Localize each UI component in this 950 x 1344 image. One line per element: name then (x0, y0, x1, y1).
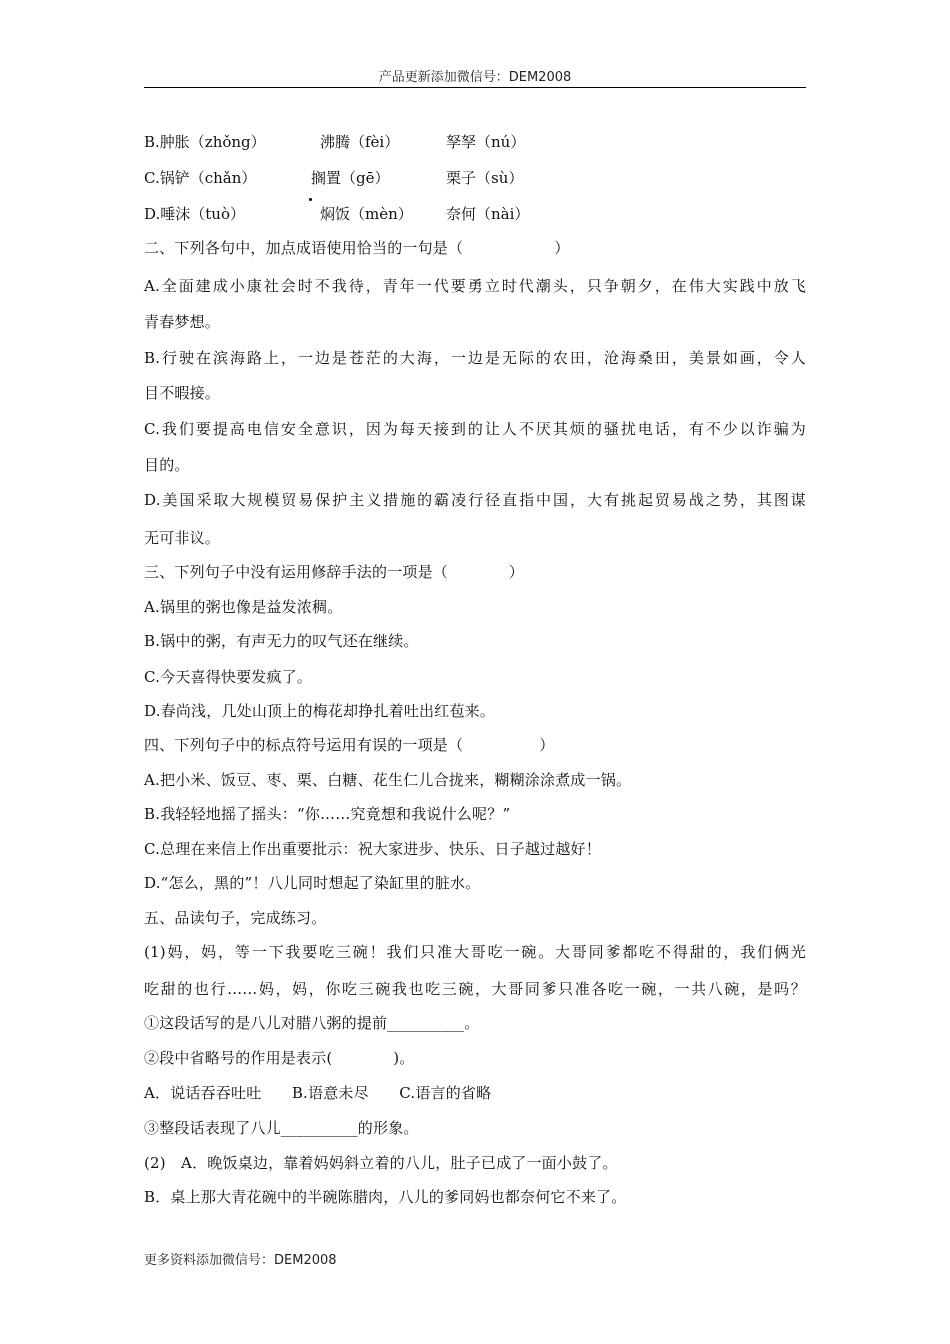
q1-option-d: D.唾沫（tuò） (144, 205, 245, 223)
header-divider (144, 87, 806, 88)
q2-stem: 二、下列各句中，加点成语使用恰当的一句是（ ） (144, 239, 570, 257)
q4-option-a: A.把小米、饭豆、枣、栗、白糖、花生仁儿合拢来，糊糊涂涂煮成一锅。 (144, 771, 632, 789)
q4-option-b: B.我轻轻地摇了摇头：“你……究竟想和我说什么呢？” (144, 805, 511, 823)
q1-option-d-2: 焖饭（mèn） (320, 205, 413, 223)
q2-option-d: D.美国采取大规模贸易保护主义措施的霸凌行径直指中国，大有挑起贸易战之势，其图谋 (144, 491, 806, 509)
q5-sub-3: ③整段话表现了八儿__________的形象。 (144, 1119, 419, 1137)
q2-option-c-cont: 目的。 (144, 456, 190, 474)
q3-option-b: B.锅中的粥，有声无力的叹气还在继续。 (144, 632, 419, 650)
q1-option-c-3: 栗子（sù） (446, 169, 524, 187)
q2-option-c: C.我们要提高电信安全意识，因为每天接到的让人不厌其烦的骚扰电话，有不少以诈骗为 (144, 420, 806, 438)
q3-option-c: C.今天喜得快要发疯了。 (144, 668, 313, 686)
q1-option-b-3: 孥孥（nú） (446, 133, 526, 151)
q5-stem: 五、品读句子，完成练习。 (144, 909, 327, 927)
page-footer: 更多资料添加微信号：DEM2008 (144, 1253, 337, 1268)
q2-option-a-cont: 青春梦想。 (144, 313, 221, 331)
q1-option-c: C.锅铲（chǎn） (144, 169, 257, 187)
emphasis-dot (309, 198, 312, 201)
q2-option-b: B.行驶在滨海路上，一边是苍茫的大海，一边是无际的农田，沧海桑田，美景如画，令人 (144, 349, 806, 367)
q3-option-d: D.春尚浅，几处山顶上的梅花却挣扎着吐出红苞来。 (144, 702, 496, 720)
q4-stem: 四、下列句子中的标点符号运用有误的一项是（ ） (144, 736, 555, 754)
q1-option-b-2: 沸腾（fèi） (320, 133, 400, 151)
q3-option-a: A.锅里的粥也像是益发浓稠。 (144, 598, 343, 616)
q5-part-2-b: B．桌上那大青花碗中的半碗陈腊肉，八儿的爹同妈也都奈何它不来了。 (144, 1188, 627, 1206)
q5-sub-1: ①这段话写的是八儿对腊八粥的提前__________。 (144, 1014, 480, 1032)
q2-option-b-cont: 目不暇接。 (144, 384, 221, 402)
q5-passage-line-1: (1)妈，妈，等一下我要吃三碗！我们只准大哥吃一碗。大哥同爹都吃不得甜的，我们俩光 (144, 943, 806, 961)
q5-sub-2-options: A．说话吞吞吐吐 B.语意未尽 C.语言的省略 (144, 1084, 492, 1102)
q2-option-d-cont: 无可非议。 (144, 529, 221, 547)
q1-option-c-2: 搁置（gē） (311, 169, 390, 187)
q4-option-d: D.“怎么，黑的”！八儿同时想起了染缸里的脏水。 (144, 874, 481, 892)
q1-option-b: B.肿胀（zhǒng） (144, 133, 266, 151)
q4-option-c: C.总理在来信上作出重要批示：祝大家进步、快乐、日子越过越好！ (144, 840, 601, 858)
q5-part-2-a: (2) A．晚饭桌边，靠着妈妈斜立着的八儿，肚子已成了一面小鼓了。 (144, 1154, 618, 1172)
q1-option-d-3: 奈何（nài） (446, 205, 530, 223)
q2-option-a: A.全面建成小康社会时不我待，青年一代要勇立时代潮头，只争朝夕，在伟大实践中放飞 (144, 277, 806, 295)
q5-sub-2: ②段中省略号的作用是表示( )。 (144, 1049, 415, 1067)
q5-passage-line-2: 吃甜的也行……妈，妈，你吃三碗我也吃三碗，大哥同爹只准各吃一碗，一共八碗，是吗？ (144, 980, 806, 998)
page-header: 产品更新添加微信号：DEM2008 (378, 70, 572, 85)
q3-stem: 三、下列句子中没有运用修辞手法的一项是（ ） (144, 563, 525, 581)
